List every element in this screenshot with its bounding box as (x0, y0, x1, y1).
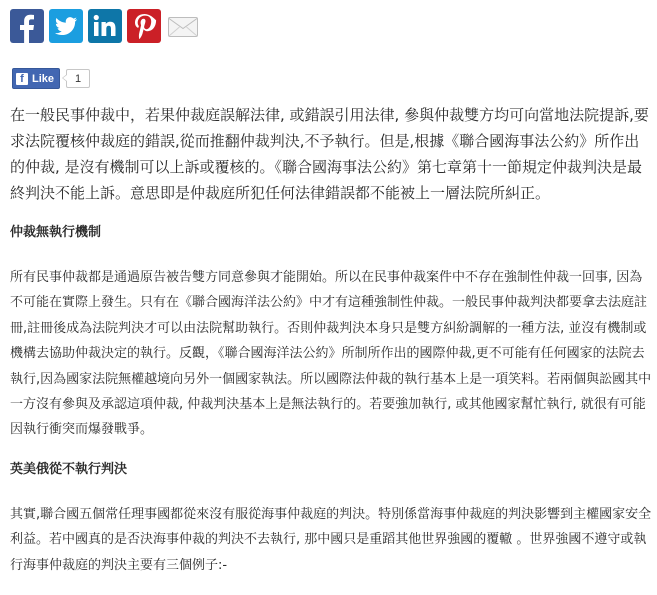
facebook-icon: f (16, 73, 28, 85)
email-share-button[interactable] (166, 9, 200, 43)
facebook-share-button[interactable] (10, 9, 44, 43)
linkedin-share-button[interactable] (88, 9, 122, 43)
pinterest-icon (127, 9, 161, 43)
section-heading: 仲裁無執行機制 (10, 225, 102, 240)
like-label: Like (32, 72, 55, 85)
intro-paragraph: 在一般民事仲裁中，若果仲裁庭誤解法律, 或錯誤引用法律, 參與仲裁雙方均可向當地法院提訴,要求法院覆核仲裁庭的錯誤,從而推翻仲裁判決,不予執行。但是,根據《聯合國海事法公約》所作出的仲裁, 是沒有機制可以上訴或覆核的。《聯合國海事法公約》第七章第十一節規定仲裁判決是最終判決不能上訴。意思即是仲裁庭所犯任何法律錯誤都不能被上一層法院所糾正。 (10, 106, 649, 202)
body-paragraph: 所有民事仲裁都是通過原告被告雙方同意參與才能開始。所以在民事仲裁案件中不存在強制性仲裁一回事, 因為不可能在實際上發生。只有在《聯合國海洋法公約》中才有這種強制性仲裁。一般民事仲裁判決都要拿去法庭註冊,註冊後成為法院判決才可以由法院幫助執行。否則仲裁判決本身只是雙方糾紛調解的一種方法, 並沒有機制或機構去協助仲裁決定的執行。反觀，《聯合國海洋法公約》所制所作出的國際仲裁,更不可能有任何國家的法院去執行,因為國家法院無權越境向另外一個國家執法。所以國際法仲裁的執行基本上是一項笑料。若兩個與訟國其中一方沒有參與及承認這項仲裁, 仲裁判決基本上是無法執行的。若要強加執行, 或其他國家幫忙執行, 就很有可能因執行衝突而爆發戰爭。 (10, 270, 652, 438)
body-paragraph: 其實,聯合國五個常任理事國都從來沒有服從海事仲裁庭的判決。特別係當海事仲裁庭的判決影響到主權國家安全利益。若中國真的是否決海事仲裁的判決不去執行, 那中國只是重蹈其他世界強國的覆轍 。世界強國不遵守或執行海事仲裁庭的判決主要有三個例子:- (10, 506, 652, 573)
article-body (10, 102, 652, 595)
twitter-icon (49, 9, 83, 43)
facebook-like-button[interactable] (12, 68, 60, 89)
pinterest-share-button[interactable] (127, 9, 161, 43)
envelope-icon (166, 9, 200, 43)
facebook-icon (10, 9, 44, 43)
linkedin-icon (88, 9, 122, 43)
like-count-bubble: 1 (66, 69, 90, 88)
twitter-share-button[interactable] (49, 9, 83, 43)
social-share-bar (10, 9, 200, 45)
section-heading: 英美俄從不執行判決 (10, 461, 128, 477)
facebook-like-widget (12, 68, 90, 89)
